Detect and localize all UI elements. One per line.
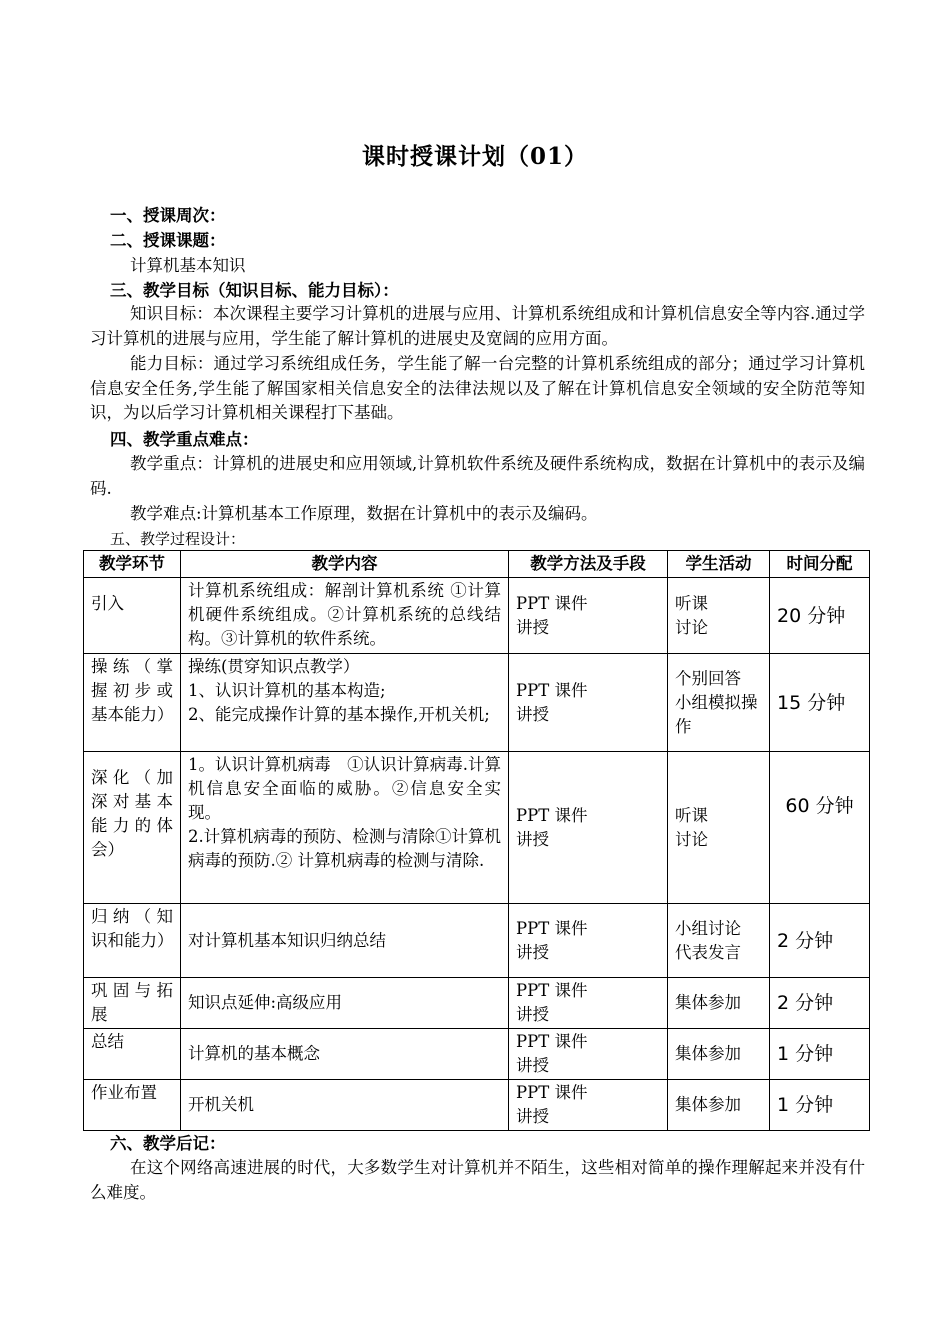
- activity-line: 集体参加: [675, 993, 741, 1012]
- method-cell: [509, 978, 668, 1029]
- activity-line: 听课: [675, 593, 708, 613]
- method-line: 讲授: [516, 829, 549, 849]
- time-cell: 1 分钟: [770, 1029, 870, 1080]
- method-line: PPT 课件: [516, 981, 588, 1000]
- stage-cell: 总结: [84, 1029, 181, 1080]
- method-line: 讲授: [516, 1056, 549, 1075]
- activity-line: 听课: [675, 805, 708, 825]
- activity-cell: [668, 578, 770, 654]
- content-cell: [181, 752, 509, 904]
- content-cell: [181, 654, 509, 752]
- activity-line: 集体参加: [675, 1044, 741, 1063]
- activity-cell: [668, 1029, 770, 1080]
- knowledge-goal-paragraph: 知识目标：本次课程主要学习计算机的进展与应用、计算机系统组成和计算机信息安全等内容.通过学习计算机的进展与应用，学生能了解计算机的进展史及宽阔的应用方面。: [90, 304, 865, 348]
- activity-line: 讨论: [675, 829, 708, 849]
- ability-goal-paragraph: 能力目标：通过学习系统组成任务，学生能了解一台完整的计算机系统组成的部分；通过学习计算机信息安全任务,学生能了解国家相关信息安全的法律法规以及了解在计算机信息安全领域的安全防范等知识，为以后学习计算机相关课程打下基础。: [90, 354, 865, 422]
- stage-cell: 操练（掌握初步或基本能力）: [84, 654, 181, 752]
- content-line: 计算机的基本概念: [188, 1044, 320, 1063]
- postscript-paragraph: 在这个网络高速进展的时代，大多数学生对计算机并不陌生，这些相对简单的操作理解起来并没有什么难度。: [90, 1158, 865, 1202]
- content-cell: [181, 1029, 509, 1080]
- content-cell: [181, 904, 509, 978]
- method-line: 讲授: [516, 942, 549, 962]
- method-line: PPT 课件: [516, 918, 588, 938]
- activity-cell: [668, 978, 770, 1029]
- stage-cell: 作业布置: [84, 1080, 181, 1131]
- section-heading-process: 五、教学过程设计：: [110, 530, 246, 548]
- header-content: 教学内容: [181, 551, 509, 578]
- activity-cell: [668, 654, 770, 752]
- content-line: 2、能完成操作计算的基本操作,开机关机;: [188, 705, 490, 724]
- content-line: 2.计算机病毒的预防、检测与清除①计算机病毒的预防.② 计算机病毒的检测与清除.: [188, 827, 501, 870]
- method-cell: [509, 752, 668, 904]
- content-cell: [181, 1080, 509, 1131]
- activity-cell: [668, 904, 770, 978]
- key-points-paragraph: 教学重点：计算机的进展史和应用领域,计算机软件系统及硬件系统构成，数据在计算机中的表示及编码.: [90, 454, 865, 498]
- table-row: [84, 578, 870, 654]
- method-cell: [509, 578, 668, 654]
- content-line: 开机关机: [188, 1095, 254, 1114]
- activity-line: 个别回答: [675, 668, 741, 688]
- method-line: PPT 课件: [516, 1083, 588, 1102]
- header-stage: 教学环节: [84, 551, 181, 578]
- content-cell: [181, 978, 509, 1029]
- section-heading-goals: 三、教学目标（知识目标、能力目标）：: [110, 281, 399, 300]
- time-cell: 60 分钟: [770, 752, 870, 904]
- stage-cell: 归纳（知识和能力）: [84, 904, 181, 978]
- content-line: 操练(贯穿知识点教学）: [188, 657, 360, 676]
- stage-cell: 深化（加深对基本能力的体会）: [84, 752, 181, 904]
- method-cell: [509, 654, 668, 752]
- method-line: PPT 课件: [516, 593, 588, 613]
- content-cell: [181, 578, 509, 654]
- section-heading-keypoints: 四、教学重点难点：: [110, 430, 259, 449]
- method-cell: [509, 1080, 668, 1131]
- activity-line: 小组模拟操作: [675, 692, 758, 736]
- section-heading-week: 一、授课周次：: [110, 206, 226, 225]
- stage-cell: 引入: [84, 578, 181, 654]
- time-cell: 15 分钟: [770, 654, 870, 752]
- time-cell: 20 分钟: [770, 578, 870, 654]
- table-header-row: [84, 551, 870, 578]
- method-cell: [509, 904, 668, 978]
- section-heading-topic: 二、授课课题：: [110, 231, 226, 250]
- method-cell: [509, 1029, 668, 1080]
- activity-line: 小组讨论: [675, 918, 741, 938]
- header-method: 教学方法及手段: [509, 551, 668, 578]
- time-cell: 2 分钟: [770, 904, 870, 978]
- activity-cell: [668, 752, 770, 904]
- topic-text: 计算机基本知识: [130, 256, 246, 275]
- activity-line: 讨论: [675, 617, 708, 637]
- header-time: 时间分配: [770, 551, 870, 578]
- table-row: [84, 978, 870, 1029]
- time-cell: 1 分钟: [770, 1080, 870, 1131]
- table-row: [84, 1080, 870, 1131]
- table-row: [84, 752, 870, 904]
- method-line: 讲授: [516, 1005, 549, 1024]
- teaching-process-table: [83, 550, 870, 1131]
- content-line: 对计算机基本知识归纳总结: [188, 930, 386, 950]
- method-line: PPT 课件: [516, 1032, 588, 1051]
- method-line: 讲授: [516, 704, 549, 724]
- content-line: 1、认识计算机的基本构造;: [188, 681, 386, 700]
- time-cell: 2 分钟: [770, 978, 870, 1029]
- table-row: [84, 904, 870, 978]
- page-title: 课时授课计划（01）: [361, 143, 588, 170]
- activity-cell: [668, 1080, 770, 1131]
- activity-line: 集体参加: [675, 1095, 741, 1114]
- difficulties-paragraph: 教学难点:计算机基本工作原理，数据在计算机中的表示及编码。: [130, 504, 598, 523]
- stage-cell: 巩固与拓展: [84, 978, 181, 1029]
- table-row: [84, 1029, 870, 1080]
- content-line: 计算机系统组成：解剖计算机系统 ①计算机硬件系统组成。②计算机系统的总线结构。③计算机的软件系统。: [188, 581, 501, 648]
- activity-line: 代表发言: [675, 942, 741, 962]
- table-row: [84, 654, 870, 752]
- content-line: 1。认识计算机病毒 ①认识计算病毒.计算机信息安全面临的威胁。②信息安全实现。: [188, 755, 501, 822]
- method-line: PPT 课件: [516, 680, 588, 700]
- method-line: 讲授: [516, 1107, 549, 1126]
- method-line: PPT 课件: [516, 805, 588, 825]
- content-line: 知识点延伸:高级应用: [188, 993, 343, 1012]
- header-activity: 学生活动: [668, 551, 770, 578]
- method-line: 讲授: [516, 617, 549, 637]
- section-heading-postscript: 六、教学后记：: [110, 1134, 226, 1153]
